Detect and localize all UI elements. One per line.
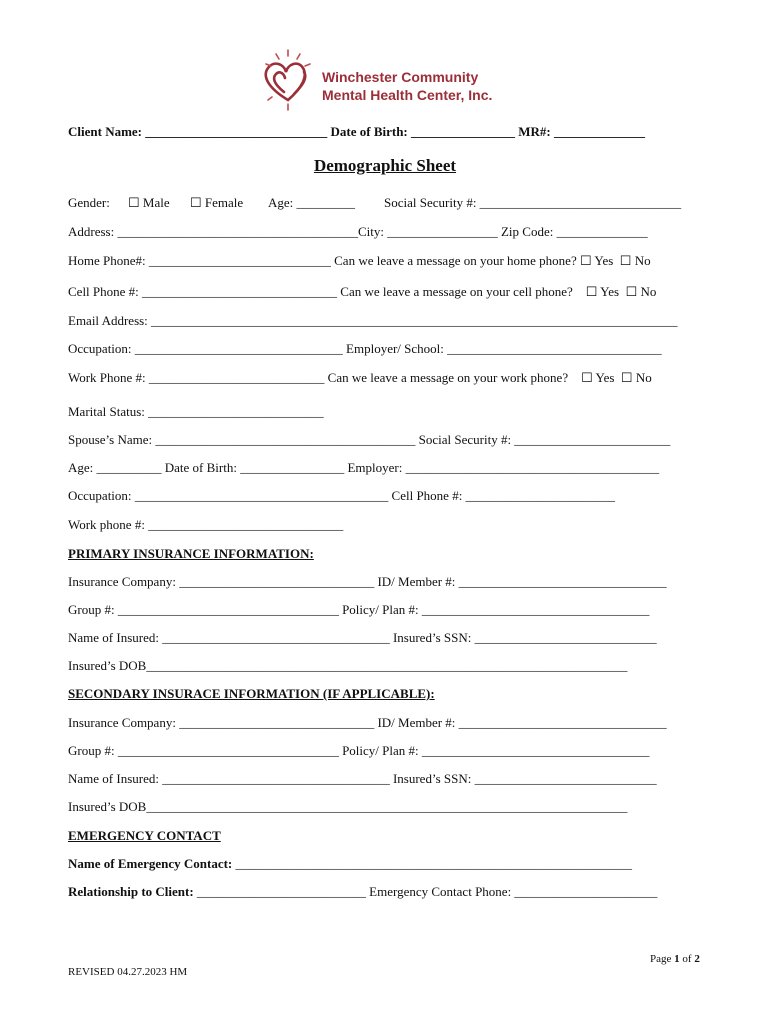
secondary-insurance-heading: SECONDARY INSURACE INFORMATION (IF APPLICABLE): xyxy=(68,686,435,701)
primary-group-line[interactable]: Group #: __________________________________ Policy/ Plan #: ___________________________________ xyxy=(68,602,650,617)
primary-company-line[interactable]: Insurance Company: ______________________________ ID/ Member #: ________________________________ xyxy=(68,574,667,589)
emergency-name-label: Name of Emergency Contact: xyxy=(68,856,233,871)
spouse-age-line[interactable]: Age: __________ Date of Birth: ________________ Employer: _______________________________________ xyxy=(68,460,660,475)
primary-insured-line[interactable]: Name of Insured: ___________________________________ Insured’s SSN: ____________________________ xyxy=(68,630,657,645)
relationship-field[interactable]: __________________________ Emergency Contact Phone: ______________________ xyxy=(193,884,658,899)
revision-note: REVISED 04.27.2023 HM xyxy=(68,966,188,978)
page-title: Demographic Sheet xyxy=(313,156,457,175)
occupation-line[interactable]: Occupation: ________________________________ Employer/ School: _________________________________ xyxy=(68,341,662,356)
address-line[interactable]: Address: _____________________________________City: _________________ Zip Code: ______________ xyxy=(68,224,648,239)
age-field[interactable]: Age: _________ xyxy=(268,195,356,210)
secondary-insured-line[interactable]: Name of Insured: ___________________________________ Insured’s SSN: ____________________________ xyxy=(68,771,657,786)
page-number xyxy=(650,951,700,967)
email-line[interactable]: Email Address: _________________________________________________________________________________ xyxy=(68,313,678,328)
page-total: 2 xyxy=(694,953,700,965)
spouse-work-phone-line[interactable]: Work phone #: ______________________________ xyxy=(68,517,344,532)
primary-dob-line[interactable]: Insured’s DOB__________________________________________________________________________ xyxy=(68,658,628,673)
gender-label: Gender: xyxy=(68,195,110,210)
page-prefix: Page xyxy=(650,953,675,965)
page-of: of xyxy=(679,953,695,965)
spouse-name-line[interactable]: Spouse’s Name: ________________________________________ Social Security #: ________________________ xyxy=(68,432,671,447)
male-checkbox[interactable]: ☐ Male xyxy=(128,195,170,210)
female-checkbox[interactable]: ☐ Female xyxy=(190,195,244,210)
emergency-name-field[interactable]: _____________________________________________________________ xyxy=(232,856,633,871)
hearts-logo-icon xyxy=(258,48,318,112)
emergency-name-line[interactable] xyxy=(68,856,632,872)
organization-name-line1: Winchester Community xyxy=(322,69,479,85)
relationship-label: Relationship to Client: xyxy=(68,884,194,899)
secondary-group-line[interactable]: Group #: __________________________________ Policy/ Plan #: ___________________________________ xyxy=(68,743,650,758)
marital-status-line[interactable]: Marital Status: ___________________________ xyxy=(68,404,324,419)
client-header-line[interactable]: Client Name: ____________________________ Date of Birth: ________________ MR#: ______________ xyxy=(68,124,646,139)
secondary-dob-line[interactable]: Insured’s DOB__________________________________________________________________________ xyxy=(68,799,628,814)
page-current: 1 xyxy=(674,953,680,965)
work-phone-line[interactable]: Work Phone #: ___________________________ Can we leave a message on your work phone? ☐ Yes ☐ No xyxy=(68,370,652,385)
home-phone-line[interactable]: Home Phone#: ____________________________ Can we leave a message on your home phone? ☐ Yes ☐ No xyxy=(68,253,651,268)
primary-insurance-heading: PRIMARY INSURANCE INFORMATION: xyxy=(68,546,314,561)
ssn-field[interactable]: Social Security #: _______________________________ xyxy=(384,195,682,210)
spouse-occupation-line[interactable]: Occupation: _______________________________________ Cell Phone #: _______________________ xyxy=(68,488,616,503)
relationship-line[interactable] xyxy=(68,884,657,900)
emergency-contact-heading: EMERGENCY CONTACT xyxy=(68,828,221,843)
logo xyxy=(258,48,318,112)
organization-name xyxy=(322,68,492,104)
secondary-company-line[interactable]: Insurance Company: ______________________________ ID/ Member #: ________________________________ xyxy=(68,715,667,730)
organization-name-line2: Mental Health Center, Inc. xyxy=(322,87,493,103)
cell-phone-line[interactable]: Cell Phone #: ______________________________ Can we leave a message on your cell phone? ☐ Yes ☐ No xyxy=(68,284,657,299)
